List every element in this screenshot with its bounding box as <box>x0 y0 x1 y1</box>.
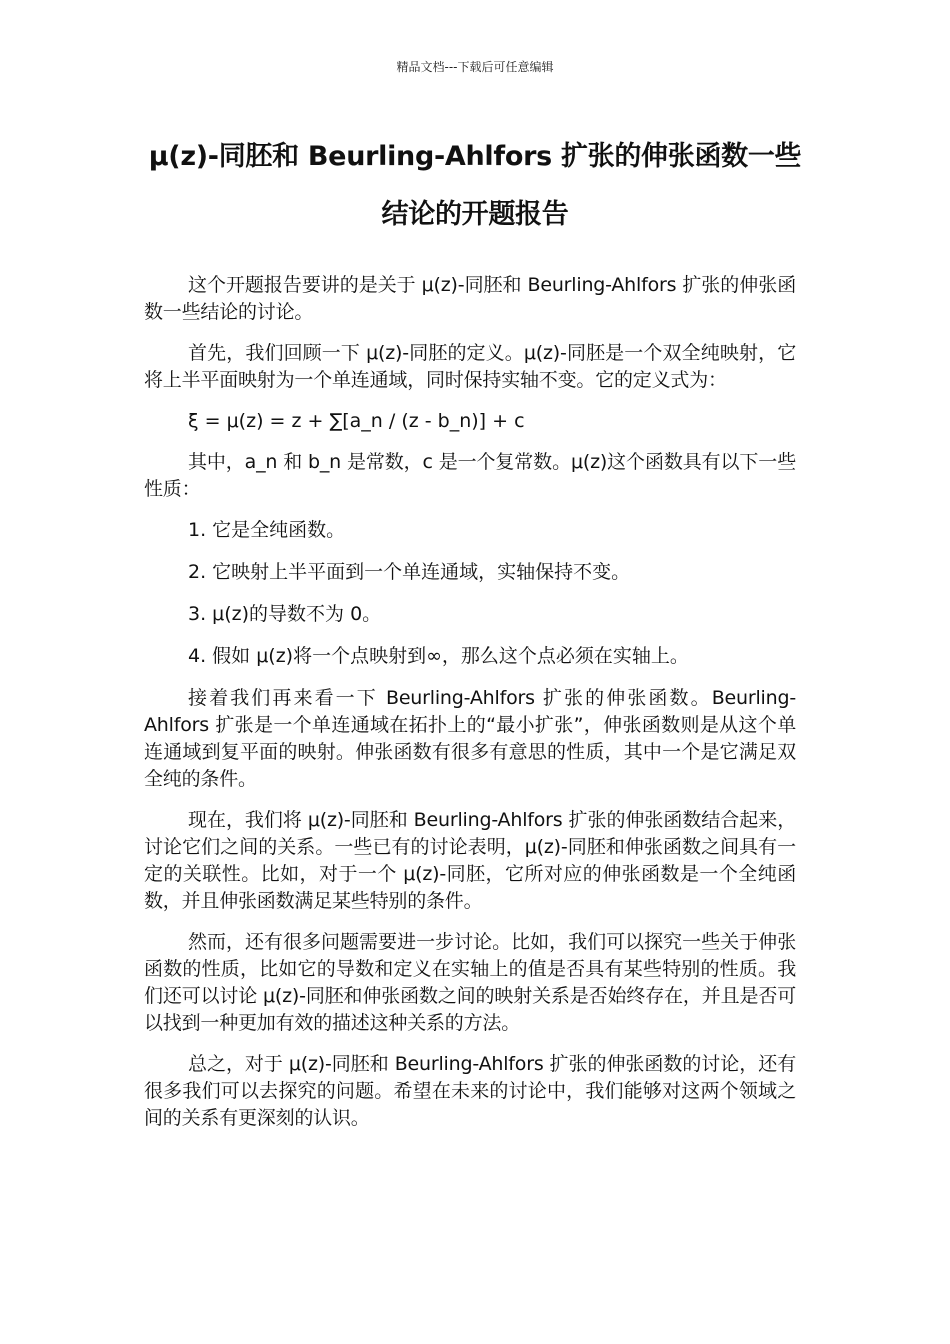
definition-paragraph: 首先，我们回顾一下 μ(z)-同胚的定义。μ(z)-同胚是一个双全纯映射，它将上半平面映射为一个单连通域，同时保持实轴不变。它的定义式为： <box>144 342 796 391</box>
beurling-paragraph: 接着我们再来看一下 Beurling-Ahlfors 扩张的伸张函数。Beurling-Ahlfors 扩张是一个单连通域在拓扑上的“最小扩张”，伸张函数则是从这个单连通域到复平面的映射。伸张函数有很多有意思的性质，其中一个是它满足双全纯的条件。 <box>144 687 796 790</box>
conclusion-paragraph: 总之，对于 μ(z)-同胚和 Beurling-Ahlfors 扩张的伸张函数的讨论，还有很多我们可以去探究的问题。希望在未来的讨论中，我们能够对这两个领域之间的关系有更深刻的认识。 <box>144 1053 796 1129</box>
property-item: 2. 它映射上半平面到一个单连通域，实轴保持不变。 <box>188 561 631 583</box>
properties-intro-paragraph: 其中，a_n 和 b_n 是常数，c 是一个复常数。μ(z)这个函数具有以下一些性质： <box>144 451 796 500</box>
page-header-note: 精品文档---下载后可任意编辑 <box>396 60 554 74</box>
open-questions-paragraph: 然而，还有很多问题需要进一步讨论。比如，我们可以探究一些关于伸张函数的性质，比如它的导数和定义在实轴上的值是否具有某些特别的性质。我们还可以讨论 μ(z)-同胚和伸张函数之间的映射关系是否始终存在，并且是否可以找到一种更加有效的描述这种关系的方法。 <box>144 931 796 1034</box>
property-item: 3. μ(z)的导数不为 0。 <box>188 603 382 625</box>
document-title: μ(z)-同胚和 Beurling-Ahlfors 扩张的伸张函数一些结论的开题报告 <box>148 141 802 230</box>
property-item: 1. 它是全纯函数。 <box>188 519 346 541</box>
intro-paragraph: 这个开题报告要讲的是关于 μ(z)-同胚和 Beurling-Ahlfors 扩张的伸张函数一些结论的讨论。 <box>144 274 796 323</box>
document-body <box>144 272 796 1146</box>
definition-formula: ξ = μ(z) = z + ∑[a_n / (z - b_n)] + c <box>188 410 525 432</box>
combination-paragraph: 现在，我们将 μ(z)-同胚和 Beurling-Ahlfors 扩张的伸张函数结合起来，讨论它们之间的关系。一些已有的讨论表明，μ(z)-同胚和伸张函数之间具有一定的关联性。比如，对于一个 μ(z)-同胚，它所对应的伸张函数是一个全纯函数，并且伸张函数满足某些特别的条件。 <box>144 809 796 912</box>
property-item: 4. 假如 μ(z)将一个点映射到∞，那么这个点必须在实轴上。 <box>188 645 689 667</box>
